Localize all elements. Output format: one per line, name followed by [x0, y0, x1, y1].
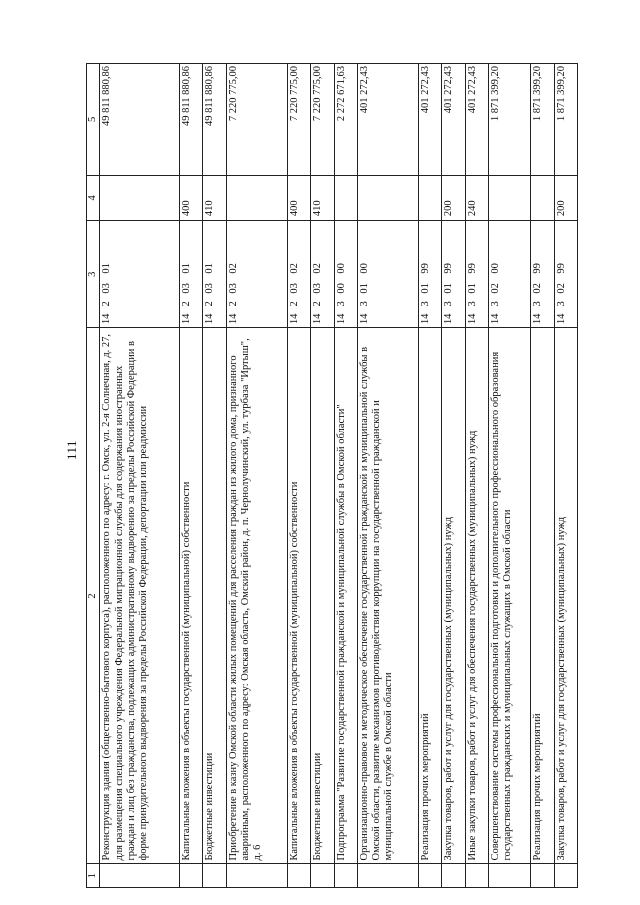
- page-number: 111: [64, 439, 80, 461]
- code-event: 03: [204, 283, 216, 294]
- code-subprogram: 2: [288, 301, 300, 307]
- table-header-row: [87, 64, 100, 888]
- amount: 7 220 775,00: [287, 64, 310, 176]
- amount: 49 811 880,86: [203, 64, 226, 176]
- code-direction: 01: [204, 263, 216, 274]
- header-col-4: 4: [87, 175, 100, 221]
- code-program: 14: [358, 313, 370, 325]
- code-subprogram: 3: [443, 301, 455, 307]
- empty-cell: [287, 864, 310, 888]
- table-row: [100, 64, 180, 888]
- code-direction: 99: [532, 263, 544, 274]
- row-name: Реализация прочих мероприятий: [418, 328, 441, 864]
- code-program: 14: [204, 313, 216, 325]
- expense-type-code: [488, 175, 530, 221]
- table-row: [311, 64, 334, 888]
- code-program: 14: [335, 313, 347, 325]
- table-row: [465, 64, 488, 888]
- code-event: 01: [419, 283, 431, 294]
- expense-type-code: 200: [554, 175, 577, 221]
- code-event: 02: [489, 283, 501, 294]
- expense-type-code: [418, 175, 441, 221]
- empty-cell: [465, 864, 488, 888]
- code-direction: 00: [358, 263, 370, 274]
- code-subprogram: 2: [312, 301, 324, 307]
- code-event: 01: [466, 283, 478, 294]
- row-name: Реконструкция здания (общественно-бытового корпуса), расположенного по адресу: г. Омск, ул. 2-я Солнечная, д. 27, для размещения специального учреждения Федеральной миграционной службы для содержания иностранных граждан и лиц без гражданства, подлежащих административному выдворению за пределы Российской Федерации в форме принудительного выдворения за пределы Российской Федерации, депортации или реадмиссии: [100, 328, 180, 864]
- empty-cell: [531, 864, 554, 888]
- code-subprogram: 2: [101, 301, 113, 307]
- empty-cell: [488, 864, 530, 888]
- table-row: [203, 64, 226, 888]
- code-direction: 00: [489, 263, 501, 274]
- row-name: Реализация прочих мероприятий: [531, 328, 554, 864]
- code-event: 03: [312, 283, 324, 294]
- code-program: 14: [101, 313, 113, 325]
- amount: 7 220 775,00: [311, 64, 334, 176]
- table-row: [287, 64, 310, 888]
- amount: 2 272 671,63: [334, 64, 357, 176]
- empty-cell: [226, 864, 287, 888]
- code-cell: [554, 221, 577, 328]
- empty-cell: [180, 864, 203, 888]
- header-col-3: 3: [87, 221, 100, 328]
- expense-type-code: 200: [442, 175, 465, 221]
- code-direction: 02: [312, 263, 324, 274]
- expense-type-code: [226, 175, 287, 221]
- code-direction: 00: [335, 263, 347, 274]
- row-name: Капитальные вложения в объекты государственной (муниципальной) собственности: [287, 328, 310, 864]
- table-row: [531, 64, 554, 888]
- row-name: Капитальные вложения в объекты государственной (муниципальной) собственности: [180, 328, 203, 864]
- code-cell: [357, 221, 418, 328]
- code-subprogram: 2: [227, 301, 239, 307]
- row-name: Закупка товаров, работ и услуг для государственных (муниципальных) нужд: [554, 328, 577, 864]
- code-program: 14: [227, 313, 239, 325]
- empty-cell: [311, 864, 334, 888]
- row-name: Бюджетные инвестиции: [203, 328, 226, 864]
- code-subprogram: 3: [466, 301, 478, 307]
- code-program: 14: [466, 313, 478, 325]
- empty-cell: [100, 864, 180, 888]
- budget-table: [86, 63, 578, 888]
- code-cell: [418, 221, 441, 328]
- code-subprogram: 3: [489, 301, 501, 307]
- amount: 401 272,43: [442, 64, 465, 176]
- code-cell: [287, 221, 310, 328]
- row-name: Организационно-правовое и методическое обеспечение государственной гражданской и муниципальной службы в Омской области, развитие механизмов противодействия коррупции на государственной гражданской и муниципальной службе в Омской области: [357, 328, 418, 864]
- expense-type-code: [334, 175, 357, 221]
- code-program: 14: [288, 313, 300, 325]
- code-direction: 01: [181, 263, 193, 274]
- expense-type-code: [531, 175, 554, 221]
- row-name: Закупка товаров, работ и услуг для государственных (муниципальных) нужд: [442, 328, 465, 864]
- code-cell: [442, 221, 465, 328]
- amount: 49 811 880,86: [100, 64, 180, 176]
- row-name: Приобретение в казну Омской области жилых помещений для расселения граждан из жилого дома, признанного аварийным, расположенного по адресу: Омская область, Омский район, д. п. Чернолучинский, ул. турбаза "Иртыш", д. 6: [226, 328, 287, 864]
- code-event: 02: [555, 283, 567, 294]
- code-subprogram: 3: [555, 301, 567, 307]
- row-name: Совершенствование системы профессиональной подготовки и дополнительного профессионального образования государственных гражданских и муниципальных служащих в Омской области: [488, 328, 530, 864]
- header-col-2: 2: [87, 328, 100, 864]
- header-col-1: 1: [87, 864, 100, 888]
- code-direction: 02: [288, 263, 300, 274]
- empty-cell: [334, 864, 357, 888]
- code-direction: 99: [555, 263, 567, 274]
- amount: 49 811 880,86: [180, 64, 203, 176]
- amount: 1 871 399,20: [488, 64, 530, 176]
- code-subprogram: 2: [181, 301, 193, 307]
- amount: 401 272,43: [418, 64, 441, 176]
- code-program: 14: [419, 313, 431, 325]
- code-program: 14: [443, 313, 455, 325]
- empty-cell: [442, 864, 465, 888]
- code-cell: [488, 221, 530, 328]
- row-name: Иные закупки товаров, работ и услуг для обеспечения государственных (муниципальных) нужд: [465, 328, 488, 864]
- table-row: [442, 64, 465, 888]
- amount: 401 272,43: [357, 64, 418, 176]
- empty-cell: [203, 864, 226, 888]
- code-cell: [531, 221, 554, 328]
- code-direction: 99: [466, 263, 478, 274]
- amount: 7 220 775,00: [226, 64, 287, 176]
- code-event: 03: [101, 283, 113, 294]
- code-event: 00: [335, 283, 347, 294]
- expense-type-code: [357, 175, 418, 221]
- expense-type-code: 240: [465, 175, 488, 221]
- code-cell: [465, 221, 488, 328]
- amount: 401 272,43: [465, 64, 488, 176]
- empty-cell: [418, 864, 441, 888]
- code-direction: 99: [419, 263, 431, 274]
- rotated-table-container: [86, 63, 578, 888]
- table-row: [418, 64, 441, 888]
- expense-type-code: 400: [287, 175, 310, 221]
- code-subprogram: 2: [204, 301, 216, 307]
- table-row: [554, 64, 577, 888]
- table-row: [180, 64, 203, 888]
- code-subprogram: 3: [419, 301, 431, 307]
- table-row: [488, 64, 530, 888]
- code-event: 01: [443, 283, 455, 294]
- code-event: 01: [358, 283, 370, 294]
- code-program: 14: [181, 313, 193, 325]
- table-row: [226, 64, 287, 888]
- expense-type-code: 410: [203, 175, 226, 221]
- code-event: 02: [532, 283, 544, 294]
- code-program: 14: [532, 313, 544, 325]
- code-direction: 02: [227, 263, 239, 274]
- code-subprogram: 3: [532, 301, 544, 307]
- code-direction: 99: [443, 263, 455, 274]
- code-direction: 01: [101, 263, 113, 274]
- code-cell: [180, 221, 203, 328]
- header-col-5: 5: [87, 64, 100, 176]
- expense-type-code: [100, 175, 180, 221]
- code-event: 03: [288, 283, 300, 294]
- table-row: [334, 64, 357, 888]
- code-event: 03: [181, 283, 193, 294]
- code-cell: [203, 221, 226, 328]
- row-name: Подпрограмма "Развитие государственной гражданской и муниципальной службы в Омской области": [334, 328, 357, 864]
- code-event: 03: [227, 283, 239, 294]
- amount: 1 871 399,20: [531, 64, 554, 176]
- code-cell: [100, 221, 180, 328]
- code-program: 14: [555, 313, 567, 325]
- expense-type-code: 410: [311, 175, 334, 221]
- code-cell: [334, 221, 357, 328]
- code-program: 14: [489, 313, 501, 325]
- code-subprogram: 3: [335, 301, 347, 307]
- empty-cell: [357, 864, 418, 888]
- code-cell: [311, 221, 334, 328]
- table-row: [357, 64, 418, 888]
- empty-cell: [554, 864, 577, 888]
- expense-type-code: 400: [180, 175, 203, 221]
- code-subprogram: 3: [358, 301, 370, 307]
- amount: 1 871 399,20: [554, 64, 577, 176]
- code-program: 14: [312, 313, 324, 325]
- code-cell: [226, 221, 287, 328]
- row-name: Бюджетные инвестиции: [311, 328, 334, 864]
